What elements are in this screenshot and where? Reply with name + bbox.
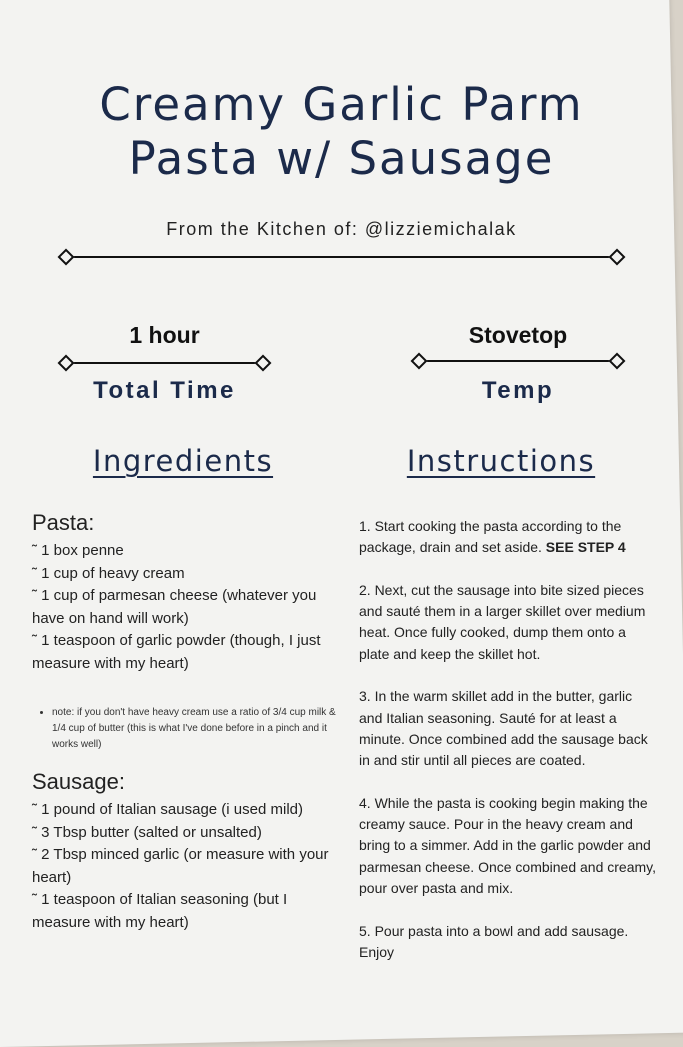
sausage-subheading: Sausage: xyxy=(32,769,125,794)
instruction-step-5: 5. Pour pasta into a bowl and add sausage. Enjoy xyxy=(359,922,629,960)
recipe-title xyxy=(0,78,683,186)
substitution-note xyxy=(38,705,338,753)
ingredients-heading: Ingredients xyxy=(92,444,274,478)
diamond-icon xyxy=(609,353,626,370)
list-item: ˜ 1 pound of Italian sausage (i used mild) xyxy=(32,801,303,818)
diamond-icon xyxy=(58,249,75,266)
instruction-step-2: 2. Next, cut the sausage into bite sized pieces and sauté them in a larger skillet over medium heat. Once fully cooked, dump them onto a plate and keep the skillet hot. xyxy=(359,581,646,662)
temp-label: Temp xyxy=(481,377,555,404)
header-divider xyxy=(66,256,617,258)
list-item: ˜ 1 cup of heavy cream xyxy=(32,564,185,582)
diamond-icon xyxy=(58,355,75,372)
list-item: ˜ 1 teaspoon of Italian seasoning (but I measure with my heart) xyxy=(32,891,288,931)
list-item: ˜ 2 Tbsp minced garlic (or measure with your heart) xyxy=(32,846,329,886)
temp-divider xyxy=(419,360,617,362)
list-item: ˜ 3 Tbsp butter (salted or unsalted) xyxy=(32,823,262,841)
instructions-list xyxy=(359,516,659,985)
instructions-heading: Instructions xyxy=(406,444,596,478)
pasta-ingredients xyxy=(32,508,332,675)
sausage-ingredients xyxy=(32,767,332,934)
step-1-text: 1. Start cooking the pasta according to the package, drain and set aside. xyxy=(359,518,622,556)
title-line-1: Creamy Garlic Parm xyxy=(99,78,584,131)
diamond-icon xyxy=(255,355,272,372)
temp-value: Stovetop xyxy=(468,322,568,348)
diamond-icon xyxy=(609,249,626,266)
diamond-icon xyxy=(411,353,428,370)
time-divider xyxy=(66,362,263,364)
note-text: • note: if you don't have heavy cream use a ratio of 3/4 cup milk & 1/4 cup of butter (this is what I've done before in a pinch and it works well) xyxy=(52,705,338,753)
instruction-step-1 xyxy=(359,516,659,559)
instruction-step-4: 4. While the pasta is cooking begin making the creamy sauce. Pour in the heavy cream and bring to a simmer. Add in the garlic powder and parmesan cheese. Once combined and creamy, pour over pasta and mix. xyxy=(359,794,657,897)
list-item: ˜ 1 box penne xyxy=(32,542,124,559)
list-item: ˜ 1 teaspoon of garlic powder (though, I just measure with my heart) xyxy=(32,632,321,672)
title-line-2: Pasta w/ Sausage xyxy=(128,132,555,185)
list-item: ˜ 1 cup of parmesan cheese (whatever you have on hand will work) xyxy=(32,587,317,627)
pasta-subheading: Pasta: xyxy=(32,510,95,535)
total-time-label: Total Time xyxy=(93,377,236,404)
step-1-emphasis: SEE STEP 4 xyxy=(545,539,626,556)
author-credit: From the Kitchen of: @lizziemichalak xyxy=(166,219,517,239)
total-time-value: 1 hour xyxy=(129,322,200,348)
instruction-step-3: 3. In the warm skillet add in the butter, garlic and Italian seasoning. Sauté for at least a minute. Once combined add the sausage back in and stir until all pieces are coated. xyxy=(359,688,648,769)
